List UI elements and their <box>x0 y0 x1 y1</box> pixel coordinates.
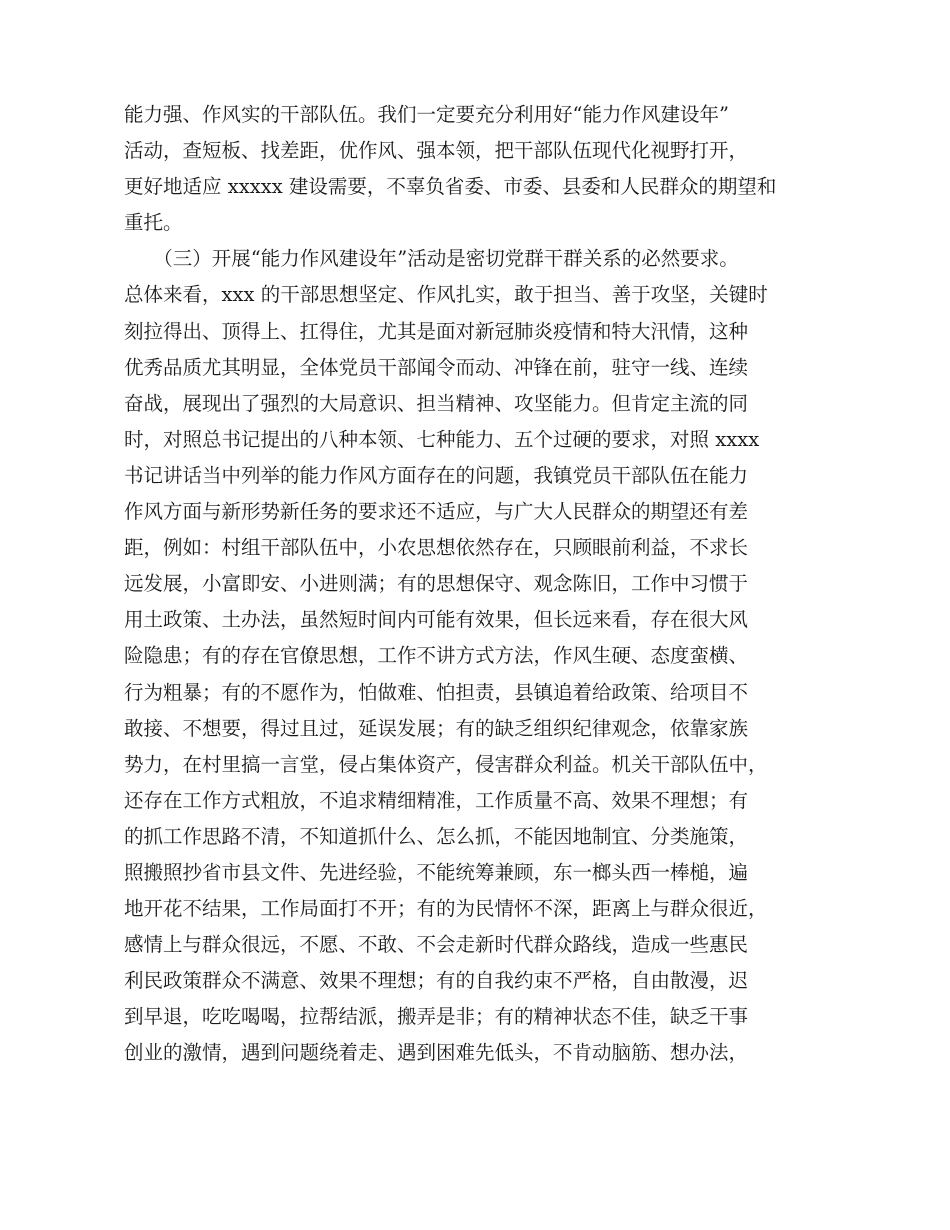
text-line: 远发展，小富即安、小进则满；有的思想保守、观念陈旧，工作中习惯于 <box>124 572 749 596</box>
text-line: 到早退，吃吃喝喝，拉帮结派，搬弄是非；有的精神状态不佳，缺乏干事 <box>124 1005 749 1029</box>
text-line: 还存在工作方式粗放，不追求精细精准，工作质量不高、效果不理想；有 <box>124 788 749 812</box>
text-line: 时，对照总书记提出的八种本领、七种能力、五个过硬的要求，对照 xxxx <box>124 427 760 451</box>
text-line: 照搬照抄省市县文件、先进经验，不能统筹兼顾，东一榔头西一棒槌，遍 <box>124 860 749 884</box>
text-line: 活动，查短板、找差距，优作风、强本领，把干部队伍现代化视野打开， <box>124 139 749 163</box>
text-line: 优秀品质尤其明显，全体党员干部闻令而动、冲锋在前，驻守一线、连续 <box>124 355 749 379</box>
text-line: 险隐患；有的存在官僚思想，工作不讲方式方法，作风生硬、态度蛮横、 <box>124 644 749 668</box>
text-line: 势力，在村里搞一言堂，侵占集体资产，侵害群众利益。机关干部队伍中， <box>124 752 768 776</box>
text-line: 作风方面与新形势新任务的要求还不适应，与广大人民群众的期望还有差 <box>124 500 749 524</box>
text-line: 距，例如：村组干部队伍中，小农思想依然存在，只顾眼前利益，不求长 <box>124 536 749 560</box>
text-line: 创业的激情，遇到问题绕着走、遇到困难先低头，不肯动脑筋、想办法， <box>124 1041 749 1065</box>
text-line: 感情上与群众很远，不愿、不敢、不会走新时代群众路线，造成一些惠民 <box>124 933 749 957</box>
text-line: 行为粗暴；有的不愿作为，怕做难、怕担责，县镇追着给政策、给项目不 <box>124 680 749 704</box>
text-line: 能力强、作风实的干部队伍。我们一定要充分利用好“能力作风建设年” <box>124 103 729 126</box>
text-line: 更好地适应 xxxxx 建设需要，不辜负省委、市委、县委和人民群众的期望和 <box>124 175 777 199</box>
text-line: 敢接、不想要，得过且过，延误发展；有的缺乏组织纪律观念，依靠家族 <box>124 716 749 740</box>
body-text <box>124 97 844 1072</box>
text-line: 重托。 <box>124 211 183 235</box>
text-line: 地开花不结果，工作局面打不开；有的为民情怀不深，距离上与群众很近， <box>124 897 768 921</box>
text-line: （三）开展“能力作风建设年”活动是密切党群干群关系的必然要求。 <box>124 247 739 271</box>
text-line: 书记讲话当中列举的能力作风方面存在的问题，我镇党员干部队伍在能力 <box>124 463 749 487</box>
text-line: 利民政策群众不满意、效果不理想；有的自我约束不严格，自由散漫，迟 <box>124 969 749 993</box>
text-line: 的抓工作思路不清，不知道抓什么、怎么抓，不能因地制宜、分类施策， <box>124 824 749 848</box>
text-line: 总体来看，xxx 的干部思想坚定、作风扎实，敢于担当、善于攻坚，关键时 <box>124 283 768 307</box>
text-line: 刻拉得出、顶得上、扛得住，尤其是面对新冠肺炎疫情和特大汛情，这种 <box>124 319 749 343</box>
text-line: 用土政策、土办法，虽然短时间内可能有效果，但长远来看，存在很大风 <box>124 608 749 632</box>
text-line: 奋战，展现出了强烈的大局意识、担当精神、攻坚能力。但肯定主流的同 <box>124 391 749 415</box>
